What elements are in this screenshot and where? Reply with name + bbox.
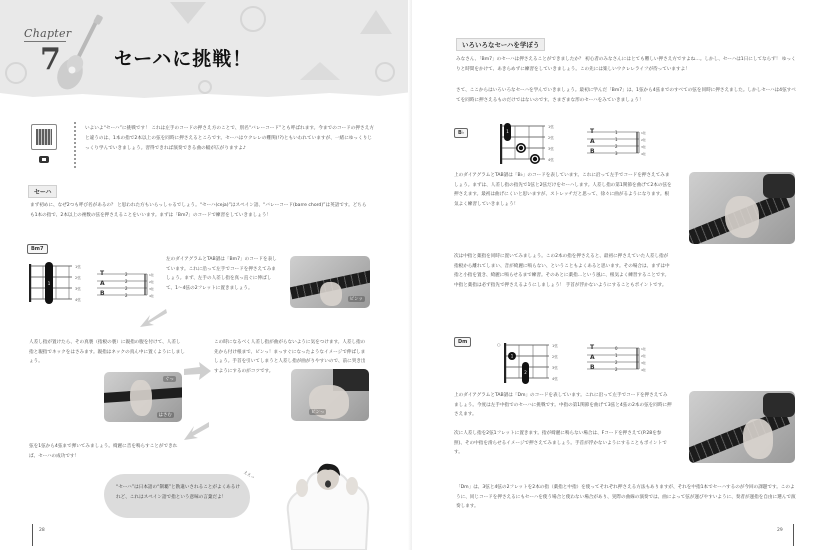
svg-text:3弦: 3弦 bbox=[641, 145, 646, 149]
svg-text:B: B bbox=[590, 364, 595, 371]
page-number: 28 bbox=[39, 528, 45, 533]
hand bbox=[725, 196, 759, 238]
decorative-circle bbox=[240, 6, 266, 32]
step-2-text: 人差し指が置けたら、その真裏（指板の裏）に親指の腹を付けて、人差し指と親指でネックをはさみます。親指はネックの真ん中に置くようにしましょう。 bbox=[29, 340, 185, 365]
svg-text:2弦: 2弦 bbox=[641, 354, 646, 358]
guitar-headstock bbox=[763, 174, 795, 198]
chord-diagram-bflat bbox=[497, 122, 567, 166]
chord-name-bflat: B♭ bbox=[454, 128, 468, 138]
ukulele-icon bbox=[52, 14, 112, 94]
svg-text:2: 2 bbox=[524, 370, 527, 375]
svg-text:3弦: 3弦 bbox=[641, 361, 646, 365]
string-label: 1弦 bbox=[75, 265, 81, 269]
svg-text:2: 2 bbox=[615, 144, 618, 149]
svg-text:4弦: 4弦 bbox=[149, 294, 154, 298]
chord-name-bm7: Bm7 bbox=[27, 244, 48, 254]
svg-text:T: T bbox=[100, 270, 105, 277]
svg-text:2: 2 bbox=[615, 360, 618, 365]
svg-text:A: A bbox=[590, 138, 595, 145]
closing-paragraph: 「Dm」は、3弦と4弦の2フレットを2本の指（薬指と中指）を使ってそれぞれ押さえる方法もありますが、それを中指1本でセーハするのが今回の課題です。このように、同じコードを押さえるにもセーハを使う場合と使わない場合があり、実際の曲線の演奏では、曲によって弦が運びやすいように、奏者が運指を自由に選んで演奏します。 bbox=[456, 485, 796, 510]
hand bbox=[320, 282, 342, 306]
step-1-text: 左のダイアグラムとTAB譜は「Bm7」のコードを表しています。これに沿って左手でコードを押さえてみましょう。まず、左手の人差し指を真っ直ぐに伸ばして、1～4弦の2フレットに置きましょう。 bbox=[166, 257, 277, 291]
decorative-circle bbox=[5, 62, 27, 84]
svg-text:B: B bbox=[100, 290, 105, 297]
tab-staff-bm7 bbox=[95, 268, 159, 302]
guitar-headstock bbox=[763, 393, 795, 417]
svg-text:2弦: 2弦 bbox=[149, 280, 154, 284]
svg-text:1弦: 1弦 bbox=[149, 273, 154, 277]
svg-text:3: 3 bbox=[615, 151, 618, 156]
svg-text:2弦: 2弦 bbox=[548, 136, 554, 140]
page-number: 29 bbox=[777, 528, 783, 533]
bflat-step-1-text: 上のダイアグラムとTAB譜は「B♭」のコードを表しています。これに沿って左手でコードを押さえてみましょう。まずは、人差し指の指先で1弦と2弦だけをセーハします。人差し指の第1関節を曲げて2本の弦を押さえます。最初は曲げにくいと思いますが、ストレッチだと思って、徐々に曲がるようになります。根気よく練習していきましょう！ bbox=[454, 173, 672, 207]
svg-text:4弦: 4弦 bbox=[641, 368, 646, 372]
arrow-down-left-icon bbox=[182, 420, 210, 442]
dotted-divider bbox=[74, 122, 76, 168]
seha-paragraph: まず初めに、なぜ2つも呼び名があるの？ と思われた方もいらっしゃるでしょう。“セーハ(ceja)”はスペイン語、“バレーコード(barre chord)”は英語です。どちらも1本の指で、2本以上の複数の弦を押さえることをいいます。まずは「Bm7」のコードで練習をしていきましょう！ bbox=[30, 203, 367, 218]
chord-diagram-bm7 bbox=[26, 262, 90, 304]
various-seha-paragraph-1: みなさん、「Bm7」のセーハは押さえることができましたか？ 初心者のみなさんにはとても難しい押さえ方ですよね…。しかし、セーハは1日にしてならず！ ゆっくりと時間をかけて、あきらめずに練習をしていきましょう。この先には楽しいウクレレライフが待っていますよ！ bbox=[456, 57, 796, 72]
svg-text:2弦: 2弦 bbox=[641, 138, 646, 142]
svg-text:2: 2 bbox=[125, 286, 128, 291]
step-3-text: この時になるべく人差し指が曲がらないように気をつけます。人差し指の先から付け根まで、ピンっ！まっすぐになったようなイメージで伸ばしましょう。手首を引いてしまうと人差し指が曲がりやすいので、前に突き出すようにするのがコツです。 bbox=[214, 340, 366, 374]
bflat-step-2-text: 次は中指と薬指を同時に置いてみましょう。この2本の指を押さえると、最初に押さえていた人差し指が指板から離れてしまい、音が綺麗に鳴らない、ということもよくあると思います。その場合は、まずは中指と小指を置き、綺麗に鳴らせるまで練習。そのあとに薬指…という風に、根気よく練習することです。中指と薬指は必ず指先で押さえるようにしましょう！ 手首が浮かないようにすることもポイントです。 bbox=[454, 254, 670, 288]
svg-text:3弦: 3弦 bbox=[552, 366, 558, 370]
hand bbox=[130, 380, 152, 416]
svg-text:4弦: 4弦 bbox=[548, 158, 554, 162]
right-page bbox=[412, 0, 824, 550]
page-number-rule bbox=[793, 524, 794, 546]
photo-left-hand-barre bbox=[290, 256, 370, 308]
chord-diagram-dm bbox=[497, 340, 569, 386]
arrow-down-left-icon bbox=[138, 305, 168, 329]
section-heading-seha: セーハ bbox=[28, 185, 57, 198]
svg-text:1: 1 bbox=[506, 129, 509, 134]
decorative-triangle bbox=[360, 10, 392, 34]
svg-text:2弦: 2弦 bbox=[552, 355, 558, 359]
photo-pinch-neck bbox=[104, 372, 182, 422]
svg-text:1弦: 1弦 bbox=[548, 125, 554, 129]
string-label: 4弦 bbox=[75, 298, 81, 302]
chord-name-dm: Dm bbox=[454, 337, 471, 347]
svg-text:A: A bbox=[590, 354, 595, 361]
photo-bflat-hand bbox=[689, 172, 795, 244]
photo-caption: ピンっ bbox=[311, 410, 325, 415]
decorative-triangle bbox=[170, 2, 206, 24]
svg-text:4弦: 4弦 bbox=[552, 377, 558, 381]
decorative-circle bbox=[375, 62, 395, 82]
svg-text:B: B bbox=[590, 148, 595, 155]
photo-caption: ピンッ bbox=[349, 297, 363, 302]
dm-step-1-text: 上のダイアグラムとTAB譜は「Dm」のコードを表しています。これに沿って左手でコードを押さえてみましょう。今度は左手中指でのセーハに挑戦です。中指の第1関節を曲げて3弦と4弦の2本の弦を同時に押さえます。 bbox=[454, 393, 672, 418]
svg-text:1弦: 1弦 bbox=[641, 131, 646, 135]
svg-text:1弦: 1弦 bbox=[552, 344, 558, 348]
svg-text:T: T bbox=[590, 344, 595, 351]
hand bbox=[743, 419, 773, 459]
photo-dm-hand bbox=[689, 391, 795, 463]
qr-pattern bbox=[36, 129, 52, 145]
tab-staff-dm bbox=[585, 342, 653, 376]
chapter-title: セーハに挑戦！ bbox=[114, 48, 253, 70]
various-seha-paragraph-2: さて、ここからはいろいろなセーハを学んでいきましょう。最初に学んだ「Bm7」は、1弦から4弦までのすべての弦を同時に押さえました。しかしセーハは4弦すべてを同時に押さえるものだけではないのです。さまざまな形のセーハをみていきましょう！ bbox=[456, 88, 796, 103]
arrow-right-icon bbox=[182, 361, 212, 383]
svg-text:4弦: 4弦 bbox=[641, 152, 646, 156]
svg-text:1: 1 bbox=[47, 281, 51, 286]
guitar-neck bbox=[689, 409, 790, 463]
svg-text:2: 2 bbox=[125, 293, 128, 298]
svg-text:2: 2 bbox=[615, 367, 618, 372]
decorative-triangle bbox=[300, 62, 340, 80]
chapter-label: Chapter bbox=[24, 27, 72, 40]
svg-text:1弦: 1弦 bbox=[641, 347, 646, 351]
chapter-number: 7 bbox=[40, 42, 61, 77]
svg-text:T: T bbox=[590, 128, 595, 135]
section-heading-various-seha: いろいろなセーハを学ぼう bbox=[456, 38, 545, 51]
svg-text:1: 1 bbox=[615, 137, 618, 142]
photo-caption-hold: はさむ bbox=[158, 413, 172, 418]
svg-text:3弦: 3弦 bbox=[149, 287, 154, 291]
tab-staff-bflat bbox=[585, 126, 653, 160]
open-string-marker: ○ bbox=[497, 342, 501, 347]
svg-text:3弦: 3弦 bbox=[548, 147, 554, 151]
string-label: 3弦 bbox=[75, 287, 81, 291]
svg-text:1: 1 bbox=[510, 353, 514, 359]
page-number-rule bbox=[32, 524, 33, 546]
qr-code-icon[interactable] bbox=[31, 124, 57, 150]
svg-text:1: 1 bbox=[615, 130, 618, 135]
speech-bubble-text: “セーハ”は日本語の“制覇”と勘違いされることがよくあるけれど、これはスペイン語で指という意味の言葉だよ！ bbox=[116, 485, 240, 500]
decorative-circle bbox=[198, 80, 212, 94]
photo-finger-straight bbox=[291, 369, 369, 421]
exclaim-marks: ええっ bbox=[242, 469, 256, 480]
surprised-person-illustration bbox=[282, 452, 374, 550]
step-4-text: 弦を1弦から4弦まで弾いてみましょう。綺麗に音を鳴らすことができれば、セーハの成功です！ bbox=[29, 444, 178, 459]
svg-text:A: A bbox=[100, 280, 105, 287]
string-label: 2弦 bbox=[75, 276, 81, 280]
svg-text:0: 0 bbox=[615, 346, 618, 351]
video-play-icon bbox=[39, 156, 49, 163]
photo-caption-pinch: ぐっ bbox=[165, 377, 174, 382]
svg-text:2: 2 bbox=[125, 279, 128, 284]
intro-paragraph: いよいよ“セーハ”に挑戦です！ これは左手のコードの押さえ方のことで、別名“バレーコード”とも呼ばれます。今までのコードの押さえ方と違うのは、1本の指で2本以上の弦を同時に押さえるところです。セーハはウクレレの難関(!?)ともいわれていますが、一緒にゆっくりじっくり学んでいきましょう。習得できれば演奏できる曲の幅が広がりますよ♪ bbox=[85, 126, 374, 152]
svg-text:1: 1 bbox=[615, 353, 618, 358]
svg-text:2: 2 bbox=[125, 272, 128, 277]
dm-step-2-text: 次に人差し指を2弦1フレットに置きます。指が綺麗に鳴らない場合は、Fコードを押さえて(P.28を参照)、その中指を滑らせるイメージで押さえてみましょう。手首が浮かないようにすることもポイントです。 bbox=[454, 431, 667, 456]
